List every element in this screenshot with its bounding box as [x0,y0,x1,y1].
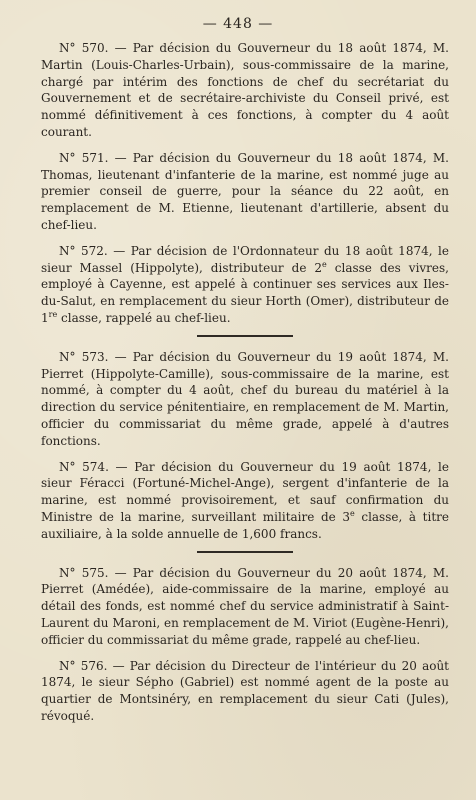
entry-572-sup-2: re [48,309,58,319]
section-divider [197,551,293,553]
entry-574-sup-1: e [350,508,355,518]
entry-572-text-part1: N° 572. — Par décision de l'Ordonnateur du 18 août 1874, le sieur Massel (Hippolyte), distributeur de 2 [41,243,449,275]
entry-574 [41,459,449,543]
entry-576: N° 576. — Par décision du Directeur de l'intérieur du 20 août 1874, le sieur Sépho (Gabriel) est nommé agent de la poste au quartier de Montsinéry, en remplacement du sieur Cati (Jules), révoqué. [41,658,449,723]
entry-570: N° 570. — Par décision du Gouverneur du 18 août 1874, M. Martin (Louis-Charles-Urbain), sous-commissaire de la marine, chargé par intérim des fonctions de chef du secrétariat du Gouvernement et de secrétaire-archiviste du Conseil privé, est nommé définitivement à ces fonctions, à compter du 4 août courant. [41,41,449,139]
entry-573: N° 573. — Par décision du Gouverneur du 19 août 1874, M. Pierret (Hippolyte-Camille), sous-commissaire de la marine, est nommé, à compter du 4 août, chef du bureau du matériel à la direction du service pénitentiaire, en remplacement de M. Martin, officier du commissariat du même grade, appelé à d'autres fonctions. [41,349,449,448]
entry-572-sup-1: e [322,259,327,269]
entry-572 [41,243,449,327]
entry-572-text-part3: classe, rappelé au chef-lieu. [57,310,231,325]
entry-574-text-part1: N° 574. — Par décision du Gouverneur du 19 août 1874, le sieur Féracci (Fortuné-Michel-Ange), sergent d'infanterie de la marine, est nommé provisoirement, et sauf confirmation du Ministre de la marine, surveillant militaire de 3 [41,459,449,524]
section-divider [197,335,293,337]
page-content [41,40,449,725]
entry-571: N° 571. — Par décision du Gouverneur du 18 août 1874, M. Thomas, lieutenant d'infanterie de la marine, est nommé juge au premier conseil de guerre, pour la séance du 22 août, en remplacement de M. Etienne, lieutenant d'artillerie, absent du chef-lieu. [41,150,449,232]
page-number: — 448 — [202,16,274,32]
entry-575: N° 575. — Par décision du Gouverneur du 20 août 1874, M. Pierret (Amédée), aide-commissaire de la marine, employé au détail des fonds, est nommé chef du service administratif à Saint-Laurent du Maroni, en remplacement de M. Viriot (Eugène-Henri), officier du commissariat du même grade, rappelé au chef-lieu. [41,565,449,647]
entry-574-text-part2: classe, à titre auxiliaire, à la solde annuelle de 1,600 francs. [41,509,449,541]
entry-572-text-part2: classe des vivres, employé à Cayenne, est appelé à continuer ses services aux Iles-du-Salut, en remplacement du sieur Horth (Omer), distributeur de 1 [41,260,449,325]
